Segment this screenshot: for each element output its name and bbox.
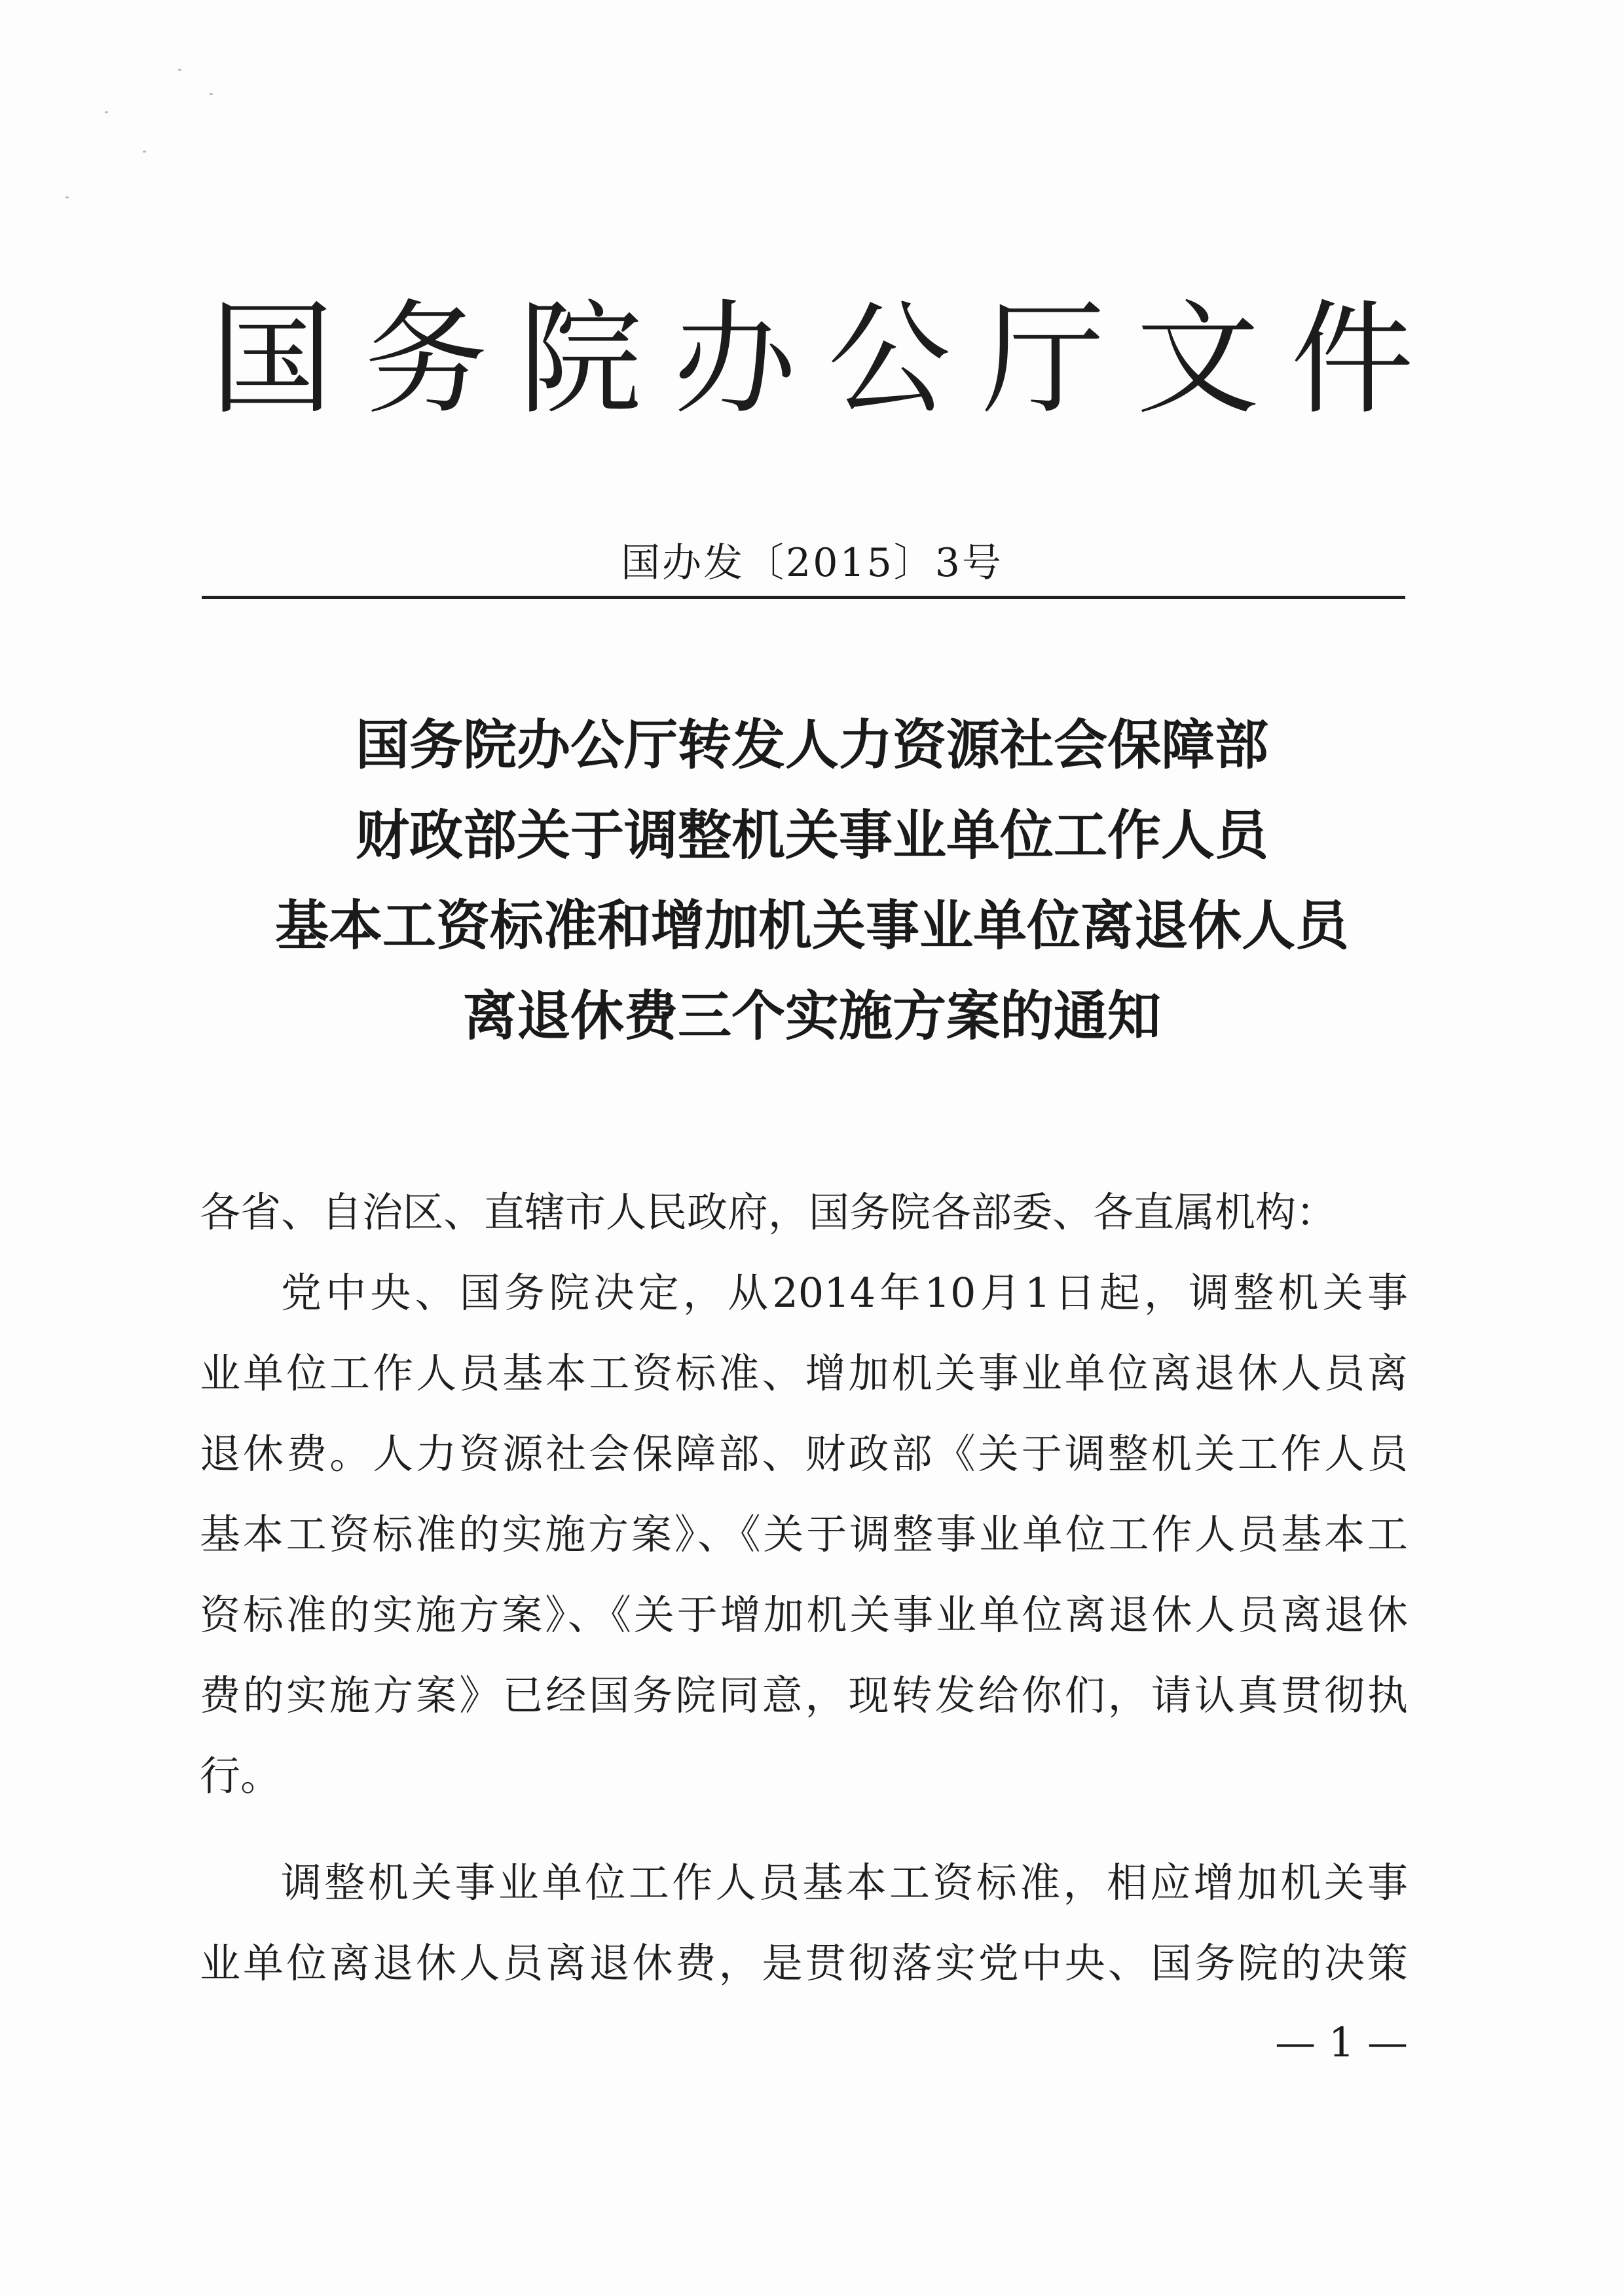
header-divider — [202, 596, 1405, 599]
title-line: 财政部关于调整机关事业单位工作人员 — [355, 805, 1268, 867]
masthead-char: 公 — [827, 288, 951, 431]
body-line: 基本工资标准的实施方案》、《关于调整事业单位工作人员基本工 — [200, 1510, 1408, 1558]
document-number: 国办发〔2015〕3号 — [621, 540, 1003, 586]
body-line: 退休费。人力资源社会保障部、财政部《关于调整机关工作人员 — [200, 1430, 1408, 1478]
masthead-char: 院 — [519, 288, 642, 431]
addressee-line: 各省、自治区、直辖市人民政府，国务院各部委、各直属机构： — [200, 1188, 1337, 1236]
title-line: 离退休费三个实施方案的通知 — [462, 985, 1161, 1048]
scan-speck — [210, 93, 213, 95]
masthead-char: 件 — [1290, 288, 1414, 431]
body-line: 费的实施方案》已经国务院同意，现转发给你们，请认真贯彻执 — [200, 1671, 1408, 1719]
document-title — [0, 701, 1624, 1062]
masthead-char: 国 — [210, 288, 333, 431]
paragraph-gap — [200, 1816, 1408, 1842]
scan-speck — [105, 111, 108, 113]
scan-speck — [65, 196, 69, 198]
title-line: 基本工资标准和增加机关事业单位离退休人员 — [274, 895, 1349, 957]
body-line: 资标准的实施方案》、《关于增加机关事业单位离退休人员离退休 — [200, 1591, 1408, 1639]
page-number: — 1 — — [1275, 2018, 1408, 2066]
title-line: 国务院办公厅转发人力资源社会保障部 — [355, 714, 1268, 776]
masthead-char: 文 — [1136, 288, 1260, 431]
masthead-char: 务 — [364, 288, 488, 431]
body-line: 行。 — [200, 1752, 282, 1800]
body-line: 党中央、国务院决定，从2014年10月1日起，调整机关事 — [281, 1269, 1408, 1317]
scan-speck — [143, 151, 146, 153]
masthead-char: 办 — [673, 288, 797, 431]
document-body — [200, 1172, 1408, 2003]
body-line: 业单位离退休人员离退休费，是贯彻落实党中央、国务院的决策 — [200, 1939, 1408, 1987]
scan-speck — [178, 69, 181, 71]
body-line: 调整机关事业单位工作人员基本工资标准，相应增加机关事 — [281, 1859, 1408, 1906]
body-line: 业单位工作人员基本工资标准、增加机关事业单位离退休人员离 — [200, 1349, 1408, 1397]
document-masthead — [200, 288, 1424, 432]
masthead-char: 厅 — [982, 288, 1105, 431]
